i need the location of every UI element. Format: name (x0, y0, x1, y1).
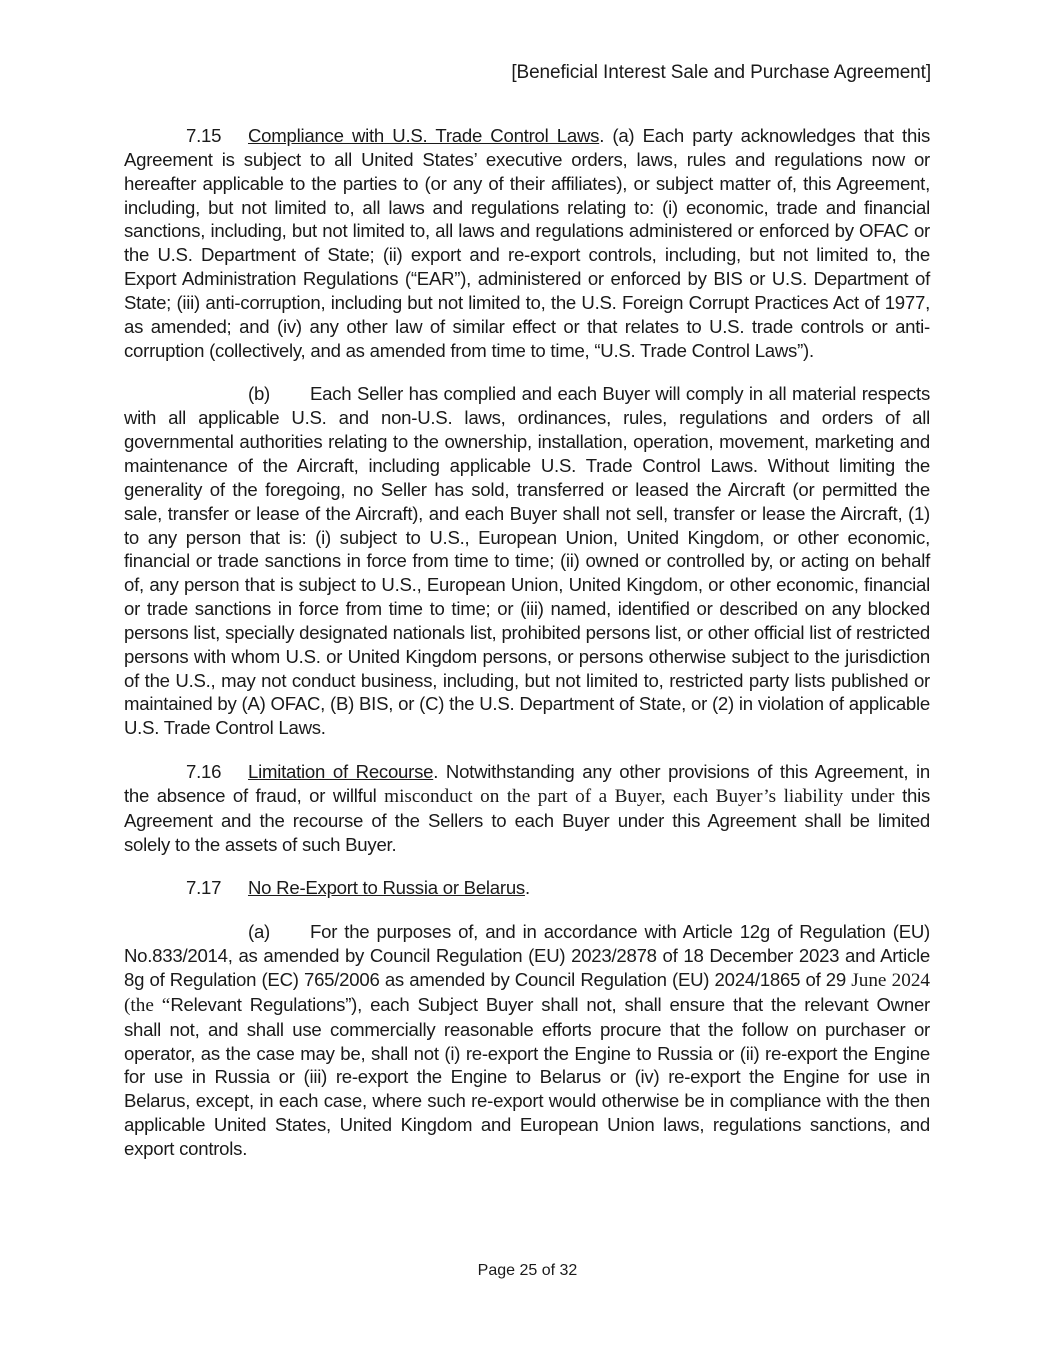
document-body (124, 124, 930, 1181)
section-7-17-paragraph-a (124, 920, 930, 1160)
subparagraph-text-continued: Relevant Regulations”), each Subject Buyer shall not, shall ensure that the relevant Owner shall not, and shall use commercially reasonable efforts procure that the follow on purchaser or operator, as the case may be, shall not (i) re-export the Engine to Russia or (ii) re-export the Engine for use in Russia or (iii) re-export the Engine to Belarus or (iv) re-export the Engine for use in Belarus, except, in each case, where such re-export would otherwise be in compliance with the then applicable United States, United Kingdom and European Union laws, regulations sanctions, and export controls. (124, 993, 930, 1159)
subparagraph-label: (a) (248, 921, 270, 943)
section-title: No Re-Export to Russia or Belarus (248, 877, 525, 899)
section-number: 7.15 (186, 125, 222, 146)
section-7-15-paragraph-a (124, 124, 930, 362)
subparagraph-label: (b) (248, 383, 270, 405)
section-title: Limitation of Recourse (248, 761, 434, 783)
subparagraph-text: For the purposes of, and in accordance with Article 12g of Regulation (EU) No.833/2014, as amended by Council Regulation (EU) 2023/2878 of 18 December 2023 and Article 8g of Regulation (EC) 765/2006 as amended by Council Regulation (EU) 2024/1865 of 29 (124, 921, 930, 990)
section-title: Compliance with U.S. Trade Control Laws (248, 125, 600, 146)
subparagraph-text: Each Seller has complied and each Buyer will comply in all material respects with all applicable U.S. and non-U.S. laws, ordinances, rules, regulations and orders of all governmental authorities relating to the ownership, installation, operation, movement, marketing and maintenance of the Aircraft, including applicable U.S. Trade Control Laws. Without limiting the generality of the foregoing, no Seller has sold, transferred or leased the Aircraft (or permitted the sale, transfer or lease of the Aircraft), and each Buyer shall not sell, transfer or lease the Aircraft, (1) to any person that is: (i) subject to U.S., European Union, United Kingdom, or other economic, financial or trade sanctions in force from time to time; (ii) owned or controlled by, or acting on behalf of, any person that is subject to U.S., European Union, United Kingdom, or other economic, financial or trade sanctions in force from time to time; or (iii) named, identified or described on any blocked persons list, specially designated nationals list, prohibited persons list, or other official list of restricted persons with whom U.S. or United Kingdom persons, or persons otherwise subject to the jurisdiction of the U.S., may not conduct business, including, but not limited to, restricted party lists published or maintained by (A) OFAC, (B) BIS, or (C) the U.S. Department of State, or (2) in violation of applicable U.S. Trade Control Laws. (124, 383, 930, 739)
subparagraph-text-serif: June 2024 (the “ (124, 970, 931, 1016)
section-7-17-heading (124, 876, 930, 900)
document-header (511, 62, 931, 84)
section-text: . Notwithstanding any other provisions of this Agreement, in the absence of fraud, or willful (124, 761, 930, 806)
header-title: [Beneficial Interest Sale and Purchase Agreement] (511, 62, 931, 83)
page-footer (0, 1262, 1055, 1280)
section-text-serif: misconduct on the part of a Buyer, each Buyer’s liability under (384, 785, 895, 807)
section-7-16-paragraph (124, 760, 930, 856)
section-text-continued: this Agreement and the recourse of the Sellers to each Buyer under this Agreement shall be limited solely to the assets of such Buyer. (124, 784, 931, 855)
page-number: Page 25 of 32 (477, 1262, 578, 1279)
section-7-15-paragraph-b (124, 382, 930, 740)
section-number: 7.16 (186, 761, 222, 783)
section-text: . (a) Each party acknowledges that this Agreement is subject to all United States’ executive orders, laws, rules and regulations now or hereafter applicable to the parties to (or any of their affiliates), or subject matter of, this Agreement, including, but not limited to, all laws and regulations relating to: (i) economic, trade and financial sanctions, including, but not limited to, all laws and regulations administered or enforced by OFAC or the U.S. Department of State; (ii) export and re-export controls, including, but not limited to, the Export Administration Regulations (“EAR”), administered or enforced by BIS or U.S. Department of State; (iii) anti-corruption, including but not limited to, the U.S. Foreign Corrupt Practices Act of 1977, as amended; and (iv) any other law of similar effect or that relates to U.S. trade controls or anti-corruption (collectively, and as amended from time to time, “U.S. Trade Control Laws”). (124, 125, 930, 361)
section-title-suffix: . (524, 877, 530, 899)
section-number: 7.17 (186, 877, 222, 899)
